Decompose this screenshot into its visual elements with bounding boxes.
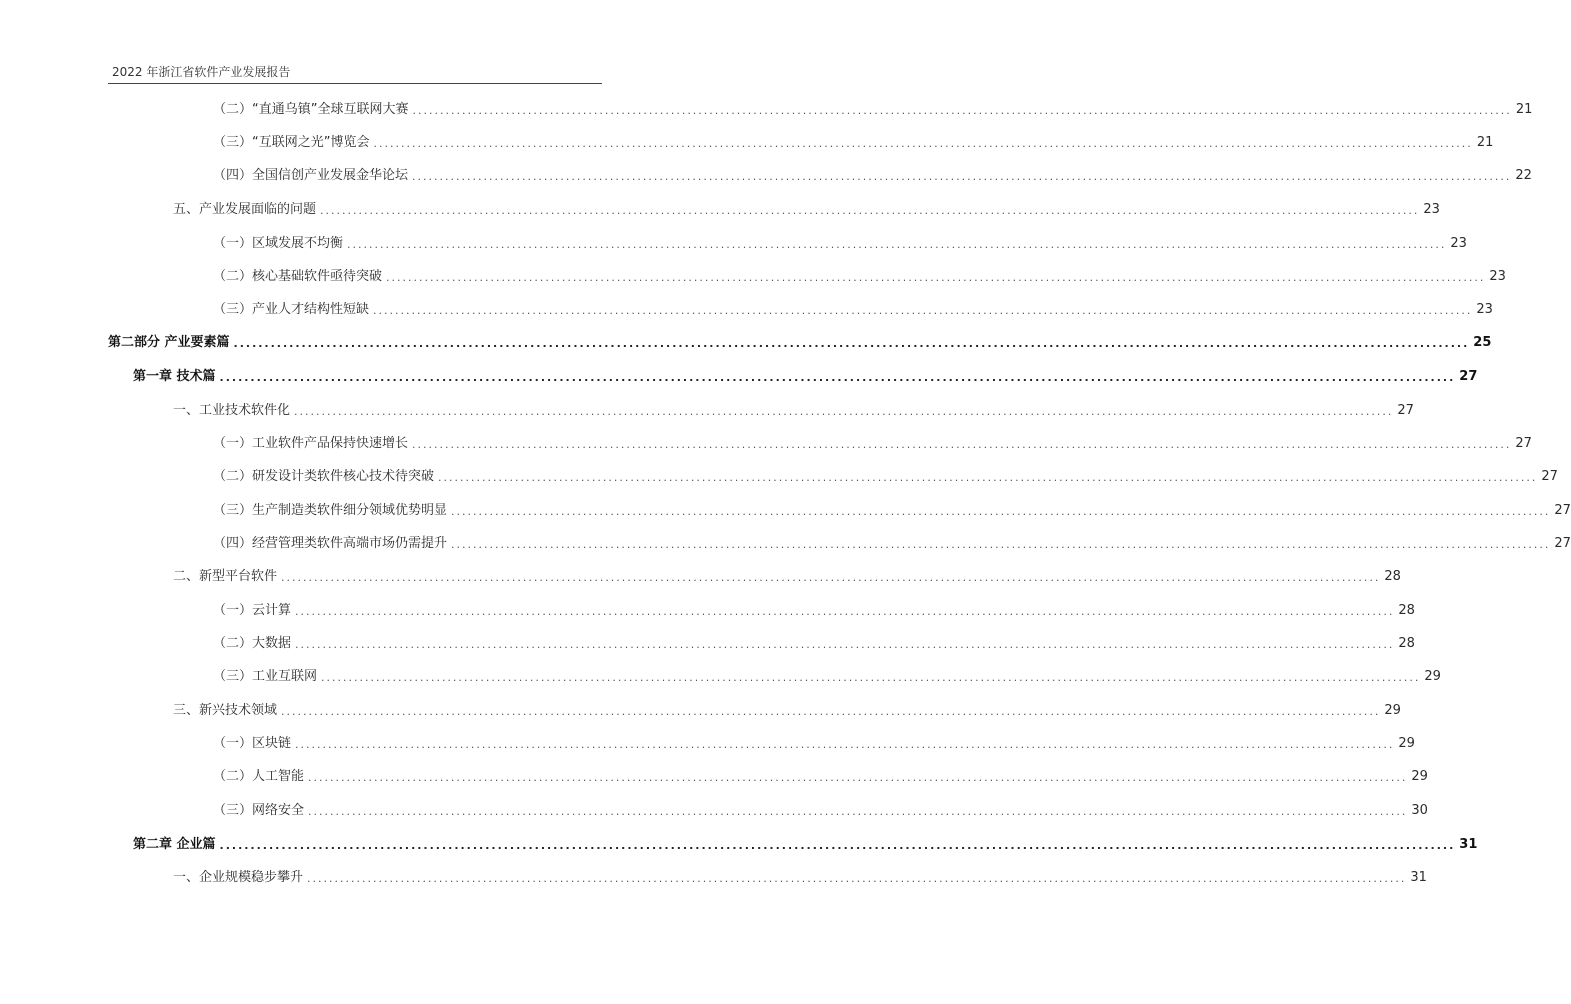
toc-entry-title: （一）云计算 [213, 603, 292, 618]
toc-entry-title: （三）网络安全 [213, 803, 305, 818]
toc-entry-page: 23 [1476, 302, 1493, 317]
toc-leader-dots: ........................................................................................................................................................................................................ [308, 771, 1408, 784]
toc-leader-dots: ........................................................................................................................................................................................................ [308, 805, 1408, 818]
toc-entry-title: 第二部分 产业要素篇 [108, 335, 230, 350]
toc-entry[interactable] [173, 701, 1401, 721]
toc-entry-page: 23 [1450, 236, 1467, 251]
toc-entry[interactable] [213, 634, 1415, 654]
toc-entry-page: 29 [1411, 769, 1428, 784]
toc-entry-title: 一、工业技术软件化 [173, 403, 291, 418]
toc-entry-page: 27 [1541, 469, 1558, 484]
toc-entry-page: 28 [1384, 569, 1401, 584]
toc-entry-title: 五、产业发展面临的问题 [173, 202, 317, 217]
toc-entry-title: （二）“直通乌镇”全球互联网大赛 [213, 102, 409, 117]
toc-leader-dots: ........................................................................................................................................................................................................ [294, 405, 1394, 418]
toc-entry-title: （二）人工智能 [213, 769, 305, 784]
toc-entry-page: 31 [1410, 870, 1427, 885]
toc-leader-dots: ........................................................................................................................................................................................................ [295, 738, 1395, 751]
toc-entry-page: 28 [1398, 603, 1415, 618]
toc-entry-title: 三、新兴技术领域 [173, 703, 278, 718]
toc-leader-dots: ........................................................................................................................................................................................................ [295, 638, 1395, 651]
toc-entry-title: （三）“互联网之光”博览会 [213, 135, 370, 150]
toc-entry-title: 一、企业规模稳步攀升 [173, 870, 304, 885]
toc-entry-page: 27 [1515, 436, 1532, 451]
toc-entry-page: 27 [1459, 369, 1478, 384]
toc-entry[interactable] [213, 734, 1415, 754]
toc-entry[interactable] [213, 267, 1506, 287]
toc-entry[interactable] [213, 501, 1571, 521]
toc-entry[interactable] [213, 434, 1532, 454]
toc-entry-page: 31 [1459, 837, 1478, 852]
toc-entry[interactable] [173, 200, 1440, 220]
toc-entry-page: 29 [1424, 669, 1441, 684]
toc-entry-title: （三）生产制造类软件细分领域优势明显 [213, 503, 448, 518]
toc-entry-title: 第一章 技术篇 [133, 369, 216, 384]
toc-entry-page: 21 [1476, 135, 1494, 150]
toc-entry-page: 23 [1423, 202, 1440, 217]
toc-entry-page: 29 [1398, 736, 1415, 751]
toc-entry-title: （四）经营管理类软件高端市场仍需提升 [213, 536, 448, 551]
toc-entry-title: （一）区域发展不均衡 [213, 236, 344, 251]
toc-entry[interactable] [213, 166, 1532, 186]
toc-entry[interactable] [213, 133, 1494, 153]
toc-leader-dots: ........................................................................................................................................................................................................ [307, 872, 1407, 885]
toc-entry[interactable] [213, 801, 1428, 821]
toc-entry-page: 30 [1411, 803, 1428, 818]
toc-entry-title: （二）研发设计类软件核心技术待突破 [213, 469, 435, 484]
toc-entry-page: 28 [1398, 636, 1415, 651]
toc-entry[interactable] [173, 401, 1414, 421]
toc-entry[interactable] [213, 601, 1415, 621]
toc-entry-title: （一）工业软件产品保持快速增长 [213, 436, 409, 451]
toc-entry-page: 25 [1473, 335, 1492, 350]
toc-leader-dots: ........................................................................................................................................................................................................ [373, 137, 1473, 150]
toc-leader-dots: ........................................................................................................................................................................................................ [438, 471, 1538, 484]
toc-entry[interactable] [213, 100, 1533, 120]
toc-leader-dots: ........................................................................................................................................................................................................ [219, 839, 1456, 852]
toc-entry-title: （三）产业人才结构性短缺 [213, 302, 370, 317]
toc-entry[interactable] [213, 467, 1558, 487]
toc-leader-dots: ........................................................................................................................................................................................................ [219, 371, 1456, 384]
toc-leader-dots: ........................................................................................................................................................................................................ [320, 204, 1420, 217]
toc-entry-title: （一）区块链 [213, 736, 292, 751]
toc-entry-page: 27 [1397, 403, 1414, 418]
toc-entry[interactable] [173, 868, 1427, 888]
toc-leader-dots: ........................................................................................................................................................................................................ [295, 605, 1395, 618]
toc-entry[interactable] [213, 767, 1428, 787]
toc-entry[interactable] [173, 567, 1401, 587]
toc-leader-dots: ........................................................................................................................................................................................................ [373, 304, 1473, 317]
toc-entry-page: 29 [1384, 703, 1401, 718]
toc-entry[interactable] [213, 234, 1467, 254]
toc-entry[interactable] [133, 835, 1478, 855]
toc-entry[interactable] [108, 333, 1492, 353]
toc-entry[interactable] [213, 300, 1493, 320]
toc-leader-dots: ........................................................................................................................................................................................................ [347, 238, 1447, 251]
toc-entry-title: （三）工业互联网 [213, 669, 318, 684]
toc-leader-dots: ........................................................................................................................................................................................................ [386, 271, 1486, 284]
toc-leader-dots: ........................................................................................................................................................................................................ [451, 505, 1551, 518]
toc-entry-page: 27 [1554, 536, 1571, 551]
toc-entry-title: 第二章 企业篇 [133, 837, 216, 852]
toc-entry[interactable] [133, 367, 1478, 387]
toc-entry-page: 21 [1515, 102, 1533, 117]
toc-leader-dots: ........................................................................................................................................................................................................ [412, 170, 1512, 183]
toc-leader-dots: ........................................................................................................................................................................................................ [281, 571, 1381, 584]
toc-leader-dots: ........................................................................................................................................................................................................ [233, 337, 1470, 350]
toc-leader-dots: ........................................................................................................................................................................................................ [451, 538, 1551, 551]
toc-entry-title: （四）全国信创产业发展金华论坛 [213, 168, 409, 183]
toc-entry-title: （二）大数据 [213, 636, 292, 651]
toc-entry-page: 27 [1554, 503, 1571, 518]
toc-entry-title: 二、新型平台软件 [173, 569, 278, 584]
toc-leader-dots: ........................................................................................................................................................................................................ [281, 705, 1381, 718]
header-divider [108, 83, 602, 84]
toc-leader-dots: ........................................................................................................................................................................................................ [412, 438, 1512, 451]
toc-entry[interactable] [213, 667, 1441, 687]
toc-entry-page: 23 [1489, 269, 1506, 284]
toc-entry-title: （二）核心基础软件亟待突破 [213, 269, 383, 284]
running-header: 2022 年浙江省软件产业发展报告 [112, 65, 291, 79]
toc-leader-dots: ........................................................................................................................................................................................................ [412, 104, 1512, 117]
toc-leader-dots: ........................................................................................................................................................................................................ [321, 671, 1421, 684]
toc-entry[interactable] [213, 534, 1571, 554]
toc-entry-page: 22 [1515, 168, 1532, 183]
